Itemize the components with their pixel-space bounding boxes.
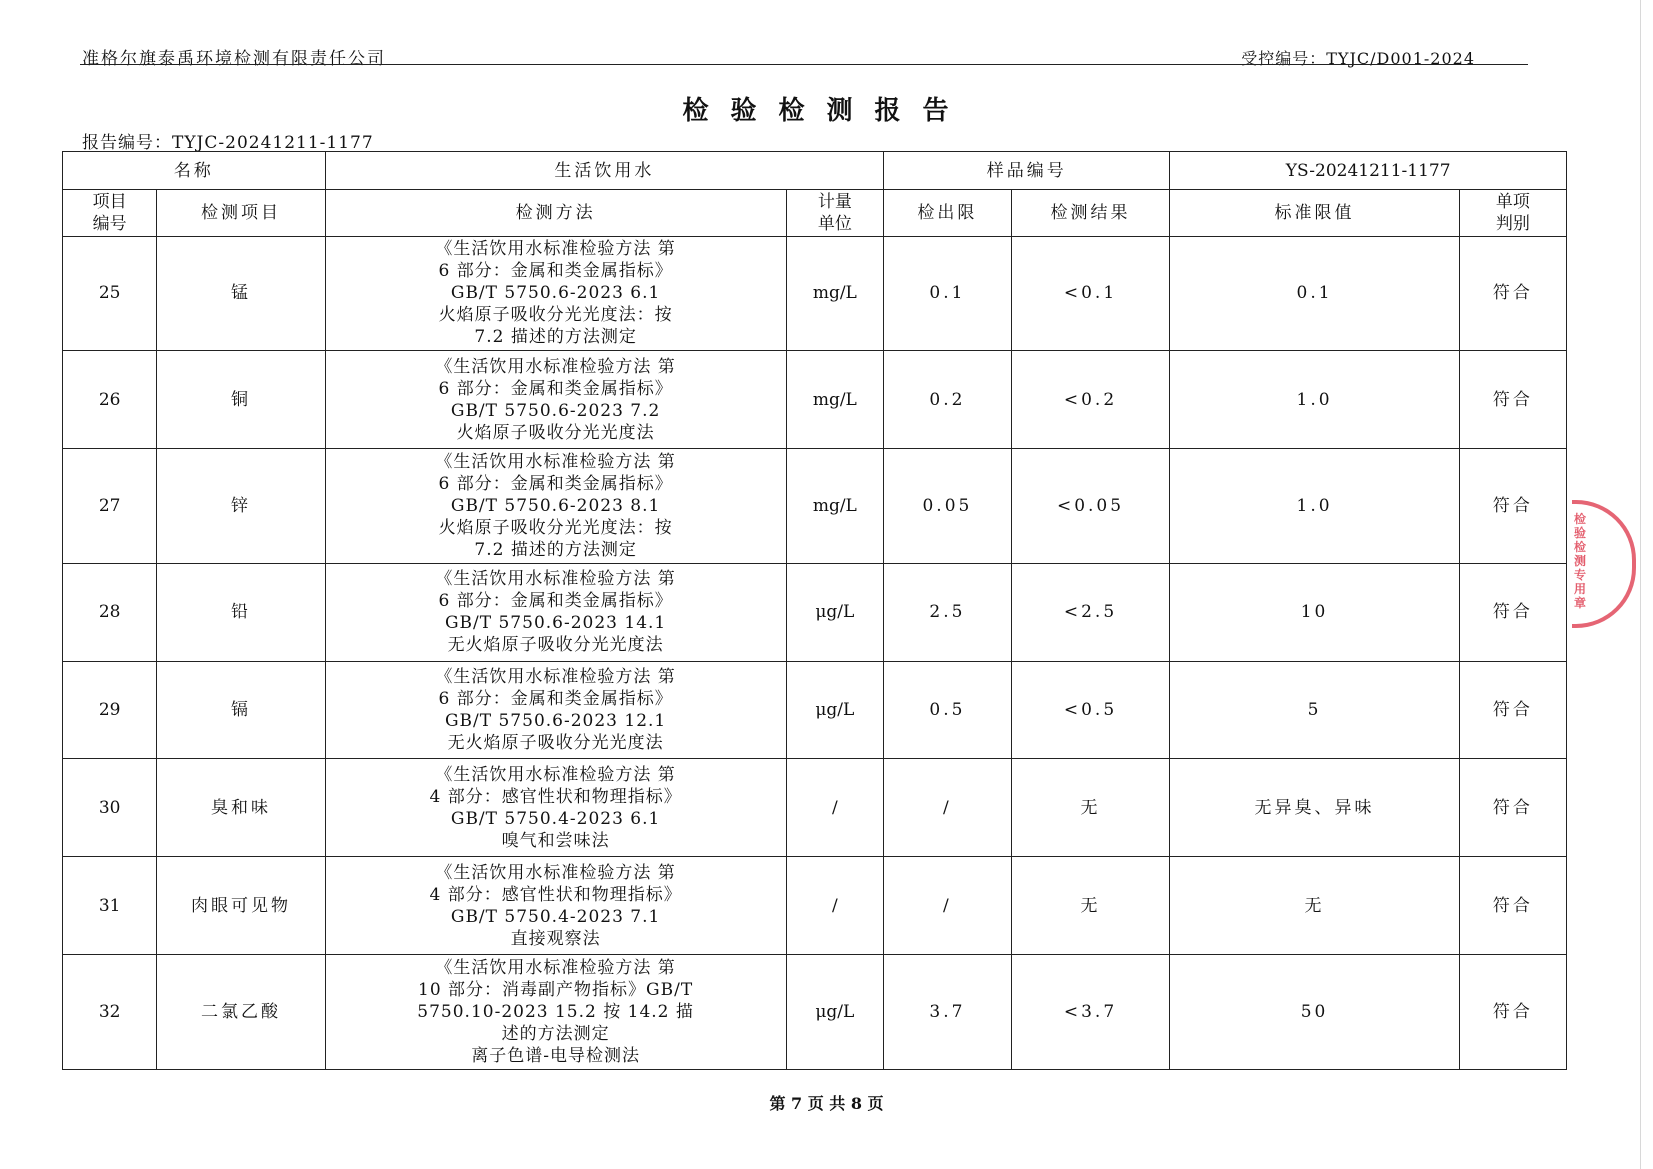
row-item-no: 29 [63, 661, 157, 759]
row-method-line: 6 部分：金属和类金属指标》 [438, 688, 673, 709]
row-method-line: 《生活饮用水标准检验方法 第 [435, 569, 676, 589]
row-limit: 0.2 [884, 351, 1012, 449]
row-method-line: 10 部分：消毒副产物指标》GB/T [418, 980, 694, 1001]
row-method-line: 述的方法测定 [501, 1024, 610, 1045]
report-number: 报告编号：TYJC-20241211-1177 [82, 133, 374, 153]
row-item: 二氯乙酸 [157, 955, 325, 1070]
row-method-line: 7.2 描述的方法测定 [474, 327, 637, 348]
row-standard: 50 [1170, 955, 1459, 1070]
row-unit: μg/L [786, 563, 884, 661]
col-judgment-line1: 单项 [1495, 191, 1530, 212]
row-method-line: 4 部分：感官性状和物理指标》 [429, 786, 682, 807]
row-judgment: 符合 [1459, 955, 1566, 1070]
row-item-no: 31 [63, 857, 157, 955]
row-method [325, 236, 786, 350]
control-number: 受控编号：TYJC/D001-2024 [1241, 49, 1475, 68]
row-judgment: 符合 [1459, 351, 1566, 449]
row-item: 锰 [157, 236, 325, 350]
company-name: 准格尔旗泰禹环境检测有限责任公司 [82, 49, 386, 69]
column-header-row [63, 190, 1567, 236]
table-row [63, 857, 1567, 955]
col-limit: 检出限 [884, 190, 1012, 236]
row-method [325, 661, 786, 759]
row-method-line: GB/T 5750.6-2023 12.1 [444, 710, 667, 731]
row-limit: / [884, 857, 1012, 955]
row-limit: 0.5 [884, 661, 1012, 759]
row-limit: 0.1 [884, 236, 1012, 350]
header-divider [80, 64, 1528, 65]
table-row [63, 449, 1567, 563]
col-unit-line2: 单位 [817, 213, 852, 234]
page-footer: 第 7 页 共 8 页 [769, 1094, 884, 1113]
col-method: 检测方法 [325, 190, 786, 236]
row-result: <2.5 [1011, 563, 1170, 661]
row-item-no: 32 [63, 955, 157, 1070]
row-method-line: 6 部分：金属和类金属指标》 [438, 473, 673, 494]
sample-value: YS-20241211-1177 [1170, 152, 1567, 190]
row-unit: mg/L [786, 351, 884, 449]
row-judgment: 符合 [1459, 449, 1566, 563]
col-judgment-line2: 判别 [1495, 213, 1530, 234]
row-limit: 2.5 [884, 563, 1012, 661]
row-method [325, 759, 786, 857]
row-item-no: 28 [63, 563, 157, 661]
name-value: 生活饮用水 [325, 152, 884, 190]
row-unit: μg/L [786, 955, 884, 1070]
row-unit: mg/L [786, 449, 884, 563]
row-item-no: 25 [63, 236, 157, 350]
row-result: <3.7 [1011, 955, 1170, 1070]
col-standard: 标准限值 [1170, 190, 1459, 236]
row-method-line: 《生活饮用水标准检验方法 第 [435, 958, 676, 979]
row-judgment: 符合 [1459, 759, 1566, 857]
row-method-line: 火焰原子吸收分光光度法：按 [438, 305, 673, 326]
row-method-line: 无火焰原子吸收分光光度法 [447, 732, 664, 753]
row-judgment: 符合 [1459, 236, 1566, 350]
row-method-line: 火焰原子吸收分光光度法：按 [438, 517, 673, 538]
row-method-line: GB/T 5750.6-2023 14.1 [444, 613, 667, 633]
row-limit: 3.7 [884, 955, 1012, 1070]
row-judgment: 符合 [1459, 857, 1566, 955]
row-method-line: 直接观察法 [510, 928, 601, 949]
row-unit: / [786, 857, 884, 955]
row-result: <0.05 [1011, 449, 1170, 563]
table-row [63, 759, 1567, 857]
row-item: 臭和味 [157, 759, 325, 857]
row-standard: 5 [1170, 661, 1459, 759]
row-unit: / [786, 759, 884, 857]
row-result: <0.1 [1011, 236, 1170, 350]
row-method-line: 火焰原子吸收分光光度法 [456, 422, 655, 443]
row-method-line: GB/T 5750.4-2023 7.1 [450, 906, 661, 927]
row-judgment: 符合 [1459, 661, 1566, 759]
row-item: 锌 [157, 449, 325, 563]
row-method-line: 《生活饮用水标准检验方法 第 [435, 239, 676, 260]
row-method-line: 5750.10-2023 15.2 按 14.2 描 [417, 1002, 694, 1023]
row-limit: 0.05 [884, 449, 1012, 563]
row-method-line: 离子色谱-电导检测法 [471, 1046, 640, 1067]
row-result: 无 [1011, 857, 1170, 955]
row-standard: 无异臭、异味 [1170, 759, 1459, 857]
table-row [63, 236, 1567, 350]
row-item: 铅 [157, 563, 325, 661]
page-edge [1640, 0, 1641, 1169]
row-item: 铜 [157, 351, 325, 449]
sample-label: 样品编号 [884, 152, 1170, 190]
row-method-line: 嗅气和尝味法 [501, 830, 610, 851]
results-table [62, 151, 1567, 1070]
col-item-no-line1: 项目 [92, 191, 127, 212]
row-method-line: 《生活饮用水标准检验方法 第 [435, 451, 676, 472]
row-result: 无 [1011, 759, 1170, 857]
row-method-line: GB/T 5750.6-2023 6.1 [450, 283, 661, 304]
row-unit: μg/L [786, 661, 884, 759]
row-method [325, 449, 786, 563]
seal-stamp-text: 检验检测专用章 [1574, 512, 1587, 610]
row-method-line: 无火焰原子吸收分光光度法 [447, 635, 664, 655]
col-item-no [63, 190, 157, 236]
row-method [325, 351, 786, 449]
table-row [63, 661, 1567, 759]
table-row [63, 955, 1567, 1070]
row-method-line: GB/T 5750.6-2023 8.1 [450, 495, 661, 516]
col-result: 检测结果 [1011, 190, 1170, 236]
row-standard: 10 [1170, 563, 1459, 661]
row-method [325, 955, 786, 1070]
row-method [325, 563, 786, 661]
row-unit: mg/L [786, 236, 884, 350]
info-row [63, 152, 1567, 190]
table-row [63, 563, 1567, 661]
row-method-line: 《生活饮用水标准检验方法 第 [435, 862, 676, 883]
row-method-line: 7.2 描述的方法测定 [474, 539, 637, 560]
row-item: 镉 [157, 661, 325, 759]
col-item-no-line2: 编号 [92, 213, 127, 234]
col-item: 检测项目 [157, 190, 325, 236]
row-method-line: GB/T 5750.6-2023 7.2 [450, 400, 661, 421]
row-result: <0.2 [1011, 351, 1170, 449]
row-standard: 0.1 [1170, 236, 1459, 350]
row-item-no: 26 [63, 351, 157, 449]
row-method-line: GB/T 5750.4-2023 6.1 [450, 808, 661, 829]
row-method-line: 6 部分：金属和类金属指标》 [438, 591, 673, 611]
row-item-no: 27 [63, 449, 157, 563]
row-result: <0.5 [1011, 661, 1170, 759]
row-judgment: 符合 [1459, 563, 1566, 661]
row-method-line: 《生活饮用水标准检验方法 第 [435, 666, 676, 687]
row-method-line: 6 部分：金属和类金属指标》 [438, 261, 673, 282]
row-standard: 1.0 [1170, 449, 1459, 563]
row-method-line: 4 部分：感官性状和物理指标》 [429, 884, 682, 905]
col-unit-line1: 计量 [817, 191, 852, 212]
row-limit: / [884, 759, 1012, 857]
table-row [63, 351, 1567, 449]
name-label: 名称 [63, 152, 326, 190]
col-unit [786, 190, 884, 236]
row-method [325, 857, 786, 955]
row-method-line: 《生活饮用水标准检验方法 第 [435, 764, 676, 785]
row-item-no: 30 [63, 759, 157, 857]
row-standard: 无 [1170, 857, 1459, 955]
row-method-line: 《生活饮用水标准检验方法 第 [435, 356, 676, 377]
col-judgment [1459, 190, 1566, 236]
row-item: 肉眼可见物 [157, 857, 325, 955]
report-title: 检验检测报告 [682, 96, 971, 126]
row-standard: 1.0 [1170, 351, 1459, 449]
row-method-line: 6 部分：金属和类金属指标》 [438, 378, 673, 399]
